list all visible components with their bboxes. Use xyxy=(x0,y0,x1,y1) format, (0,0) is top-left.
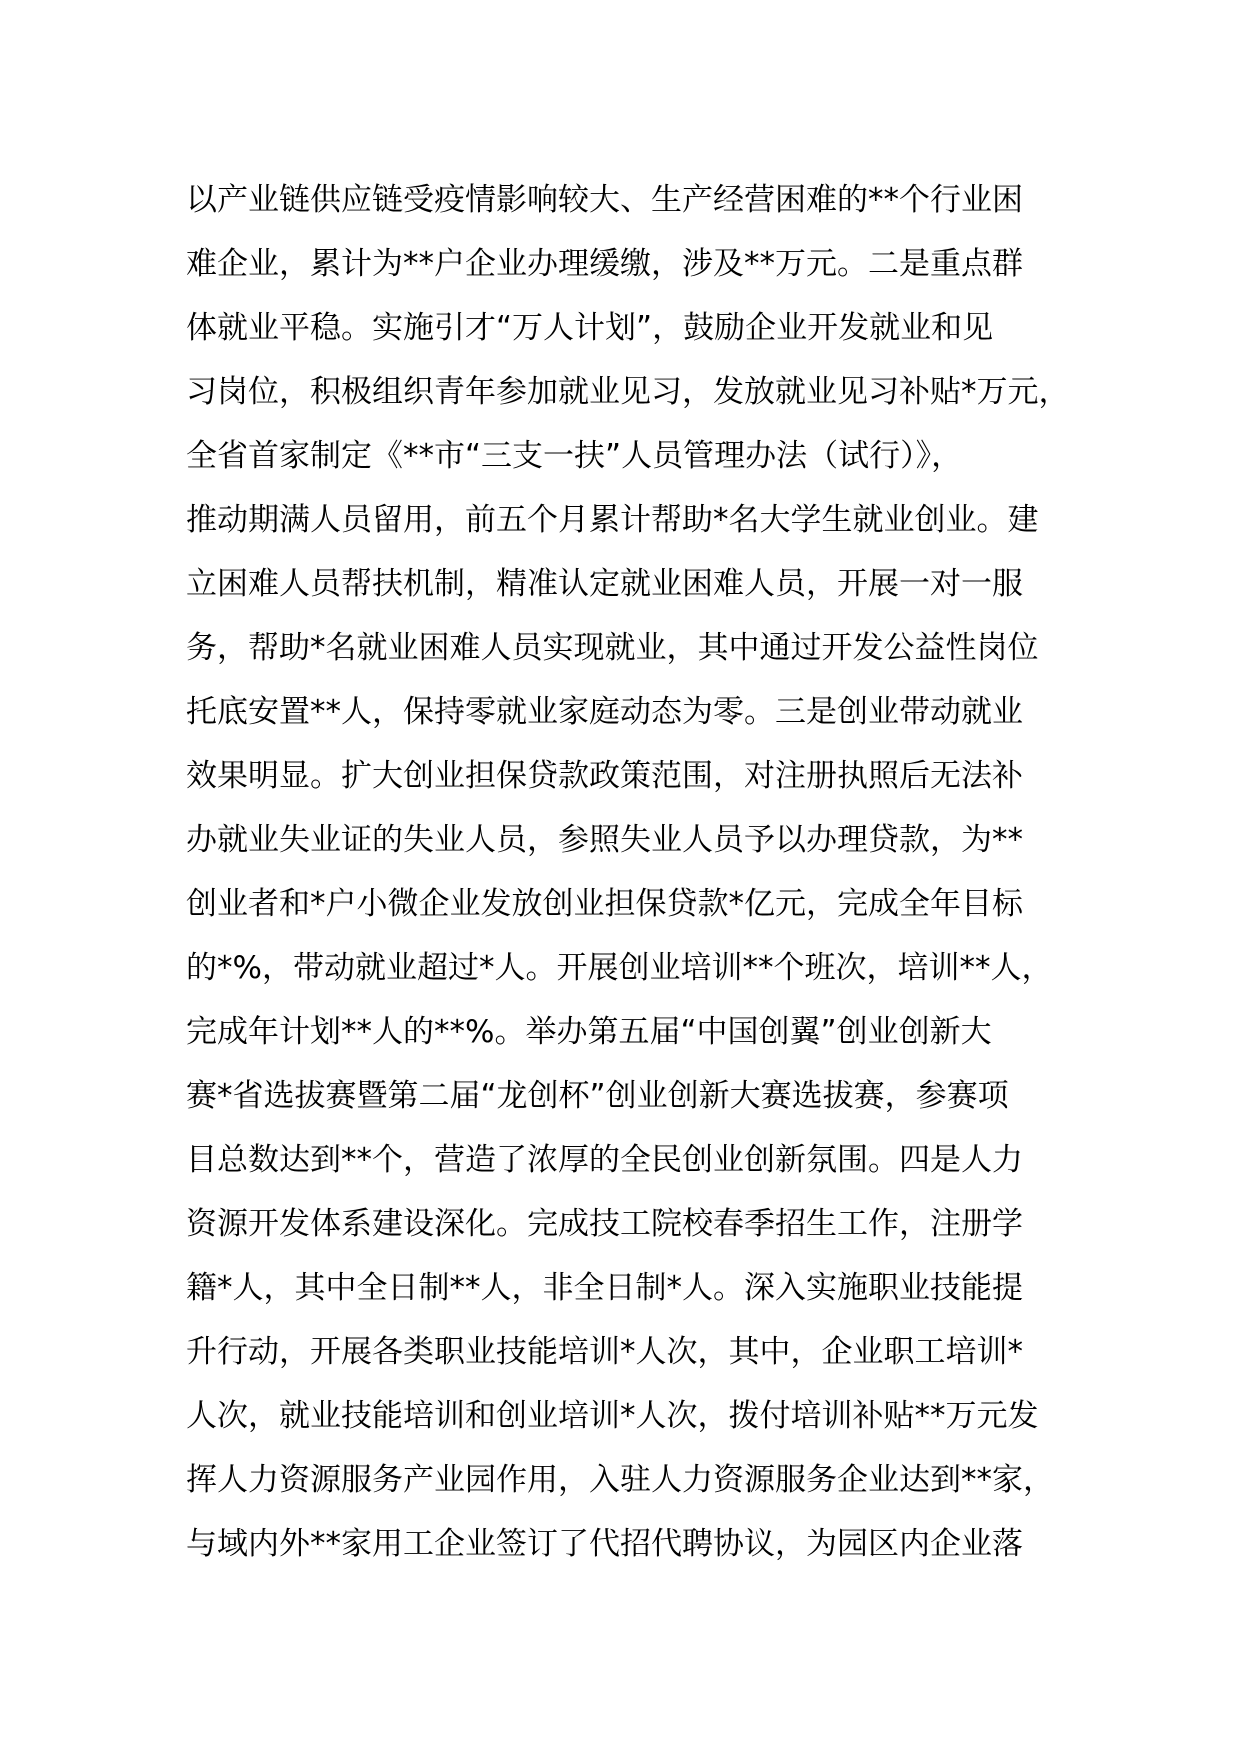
text-line: 托底安置**人，保持零就业家庭动态为零。三是创业带动就业 xyxy=(186,694,1023,730)
body-text xyxy=(186,168,1106,1576)
text-line: 以产业链供应链受疫情影响较大、生产经营困难的**个行业困 xyxy=(186,182,1023,218)
text-line: 人次，就业技能培训和创业培训*人次，拨付培训补贴**万元发 xyxy=(186,1398,1039,1434)
text-line: 体就业平稳。实施引才“万人计划”，鼓励企业开发就业和见 xyxy=(186,310,994,346)
text-line: 目总数达到**个，营造了浓厚的全民创业创新氛围。四是人力 xyxy=(186,1142,1023,1178)
text-line: 籍*人，其中全日制**人，非全日制*人。深入实施职业技能提 xyxy=(186,1270,1023,1306)
text-line: 的*%，带动就业超过*人。开展创业培训**个班次，培训**人， xyxy=(186,950,1053,986)
text-line: 创业者和*户小微企业发放创业担保贷款*亿元，完成全年目标 xyxy=(186,886,1023,922)
text-line: 升行动，开展各类职业技能培训*人次，其中，企业职工培训* xyxy=(186,1334,1023,1370)
text-line: 效果明显。扩大创业担保贷款政策范围，对注册执照后无法补 xyxy=(186,758,1023,794)
text-line: 挥人力资源服务产业园作用，入驻人力资源服务企业达到**家， xyxy=(186,1462,1054,1498)
text-line: 全省首家制定《**市“三支一扶”人员管理办法（试行）》， xyxy=(186,438,963,474)
text-line: 资源开发体系建设深化。完成技工院校春季招生工作，注册学 xyxy=(186,1206,1023,1242)
text-line: 与域内外**家用工企业签订了代招代聘协议，为园区内企业落 xyxy=(186,1526,1023,1562)
text-line: 立困难人员帮扶机制，精准认定就业困难人员，开展一对一服 xyxy=(186,566,1023,602)
text-line: 难企业，累计为**户企业办理缓缴，涉及**万元。二是重点群 xyxy=(186,246,1023,282)
text-line: 推动期满人员留用，前五个月累计帮助*名大学生就业创业。建 xyxy=(186,502,1039,538)
text-line: 务，帮助*名就业困难人员实现就业，其中通过开发公益性岗位 xyxy=(186,630,1039,666)
text-line: 办就业失业证的失业人员，参照失业人员予以办理贷款，为** xyxy=(186,822,1023,858)
text-line: 习岗位，积极组织青年参加就业见习，发放就业见习补贴*万元， xyxy=(186,374,1070,410)
text-line: 赛*省选拔赛暨第二届“龙创杯”创业创新大赛选拔赛，参赛项 xyxy=(186,1078,1009,1114)
text-line: 完成年计划**人的**%。举办第五届“中国创翼”创业创新大 xyxy=(186,1014,992,1050)
